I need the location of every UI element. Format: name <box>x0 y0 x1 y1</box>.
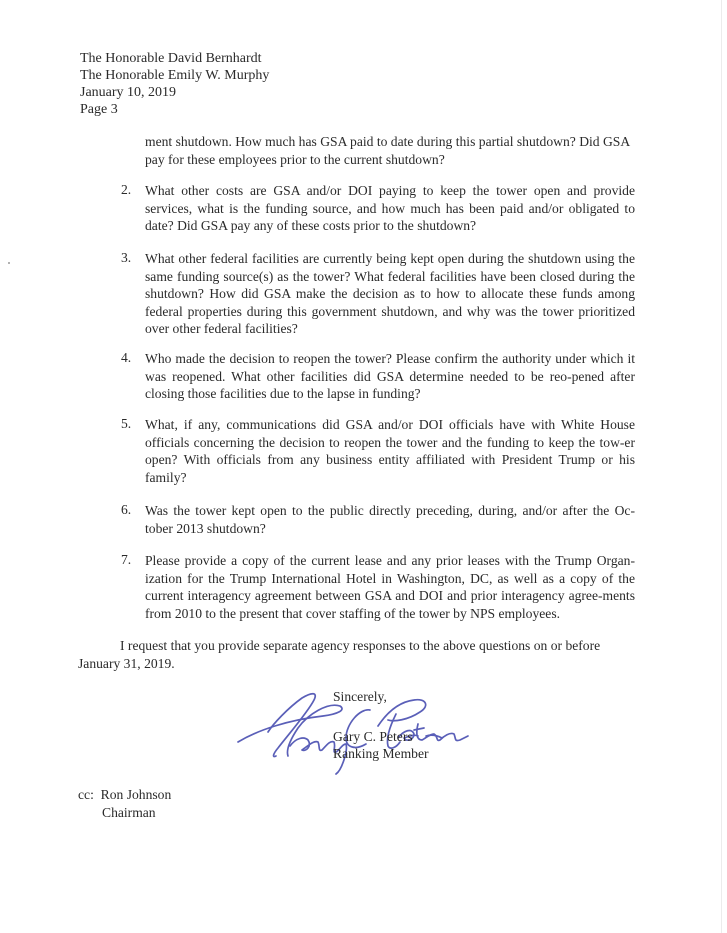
scan-edge <box>721 0 722 933</box>
question-number: 4. <box>121 350 132 365</box>
signer-title: Ranking Member <box>333 746 429 761</box>
question-number: 2. <box>121 182 132 197</box>
cc-block <box>78 786 171 822</box>
cc-name: Ron Johnson <box>100 787 172 802</box>
question-number: 6. <box>121 502 132 517</box>
question-number: 5. <box>121 416 132 431</box>
recipient-2: The Honorable Emily W. Murphy <box>80 68 270 83</box>
signature-space <box>333 705 429 728</box>
page-number: Page 3 <box>80 102 118 117</box>
scan-speck <box>8 262 10 264</box>
signer-name: Gary C. Peters <box>333 729 413 744</box>
question-text: Please provide a copy of the current lease and any prior leases with the Trump Organ-ization for the Trump International Hotel in Washington, DC, as well as a copy of the current interagency agreement between GSA and DOI and prior interagency agree-ments from 2010 to the present that cover staffing of the tower by NPS employees. <box>145 553 635 621</box>
salutation: Sincerely, <box>333 689 387 704</box>
cc-line <box>78 786 171 804</box>
cc-label: cc: <box>78 787 94 802</box>
question-text: What other federal facilities are currently being kept open during the shutdown using the same funding source(s) as the tower? What federal facilities have been closed during the shutdown? How did GSA make the decision as to how to allocate these funds among federal properties during this government shutdown, and why was the tower prioritized over other federal facilities? <box>145 251 635 336</box>
letter-date: January 10, 2019 <box>80 85 177 100</box>
recipient-1: The Honorable David Bernhardt <box>80 51 262 66</box>
letter-header <box>80 50 269 118</box>
question-text: What other costs are GSA and/or DOI paying to keep the tower open and provide services, what is the funding source, and how much has been paid and/or obligated to date? Did GSA pay any of these costs prior to the shutdown? <box>145 183 635 233</box>
question-text: Who made the decision to reopen the tower? Please confirm the authority under which it was reopened. What other facilities did GSA determine needed to be reo-pened after closing those facilities due to the lapse in funding? <box>145 351 635 401</box>
question-number: 3. <box>121 250 132 265</box>
question-text: Was the tower kept open to the public directly preceding, during, and/or after the Oc-tober 2013 shutdown? <box>145 503 635 536</box>
question-number: 7. <box>121 552 132 567</box>
closing-paragraph: I request that you provide separate agency responses to the above questions on or before January 31, 2019. <box>78 638 601 671</box>
cc-title: Chairman <box>102 805 156 820</box>
continued-question-text: ment shutdown. How much has GSA paid to date during this partial shutdown? Did GSA pay for these employees prior to the current shutdown? <box>145 134 630 167</box>
question-text: What, if any, communications did GSA and/or DOI officials have with White House officials concerning the decision to reopen the tower and the funding to keep the tow-er open? With officials from any business entity affiliated with President Trump or his family? <box>145 417 635 485</box>
signature-block <box>333 688 429 762</box>
